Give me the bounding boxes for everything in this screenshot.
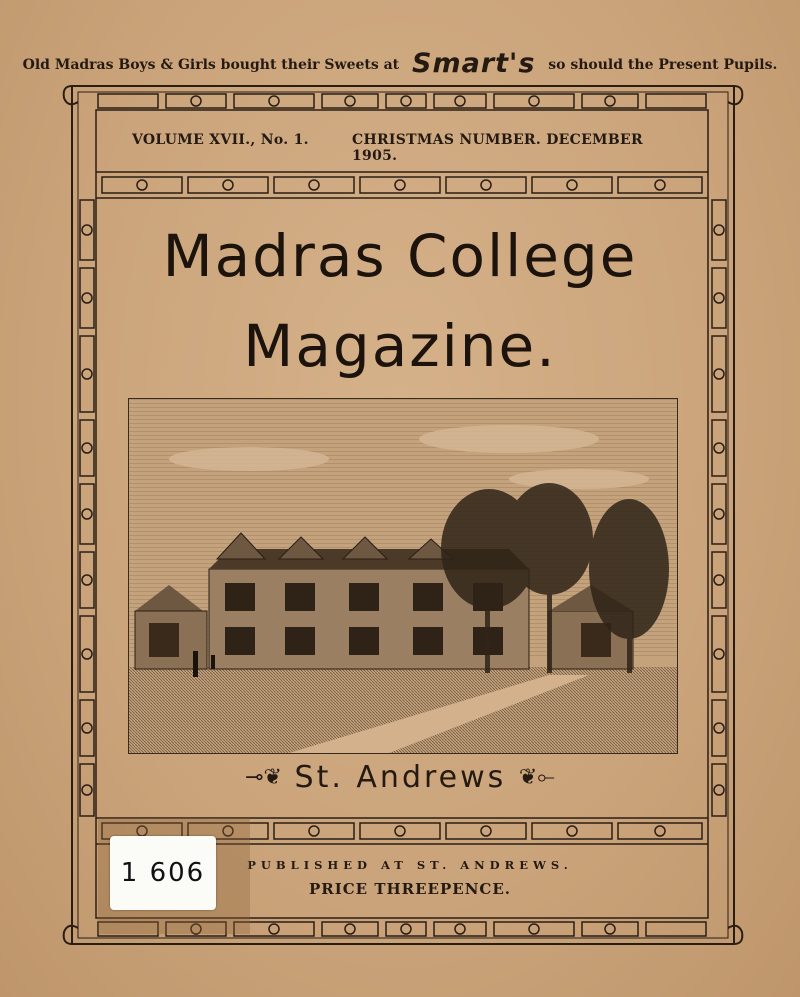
magazine-title-line2: Magazine. <box>243 312 557 380</box>
place-name: St. Andrews <box>294 760 507 795</box>
volume-number: VOLUME XVII., No. 1. <box>132 132 309 148</box>
place-line <box>200 760 600 795</box>
advert-text-before: Old Madras Boys & Girls bought their Sweets at <box>22 57 400 73</box>
left-flourish-icon: ⊸❦ <box>245 765 282 790</box>
advert-text-after: so should the Present Pupils. <box>548 57 778 73</box>
magazine-title-line1: Madras College <box>162 222 638 290</box>
advert-brand: Smart's <box>412 48 536 79</box>
published-line: PUBLISHED AT ST. ANDREWS. <box>247 858 573 872</box>
right-flourish-icon: ❦⟜ <box>518 765 555 790</box>
college-engraving <box>128 398 678 754</box>
edition-date: CHRISTMAS NUMBER. DECEMBER 1905. <box>352 132 643 164</box>
price-line: PRICE THREEPENCE. <box>308 880 512 898</box>
library-label: 1 606 <box>110 836 216 910</box>
